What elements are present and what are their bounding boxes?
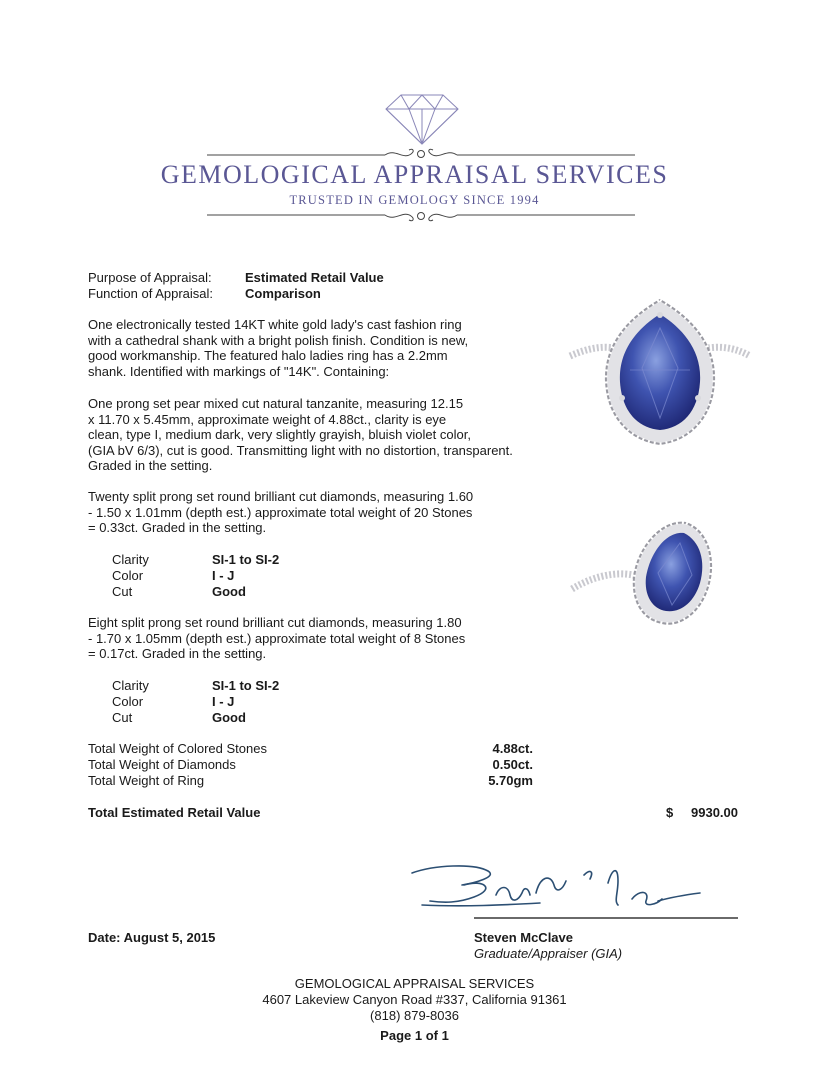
appraiser-signature [404, 855, 740, 925]
grade-value: I - J [212, 568, 235, 583]
currency-symbol: $ [666, 805, 674, 820]
total-value: 0.50ct. [492, 757, 533, 772]
grade-label: Color [112, 694, 144, 709]
grade-value: SI-1 to SI-2 [212, 552, 280, 567]
total-label: Total Weight of Colored Stones [88, 741, 267, 756]
diamonds-8-description: Eight split prong set round brilliant cut diamonds, measuring 1.80 - 1.70 x 1.05mm (depth est.) approximate total weight of 8 Stones = 0.17ct. Graded in the setting. [88, 615, 466, 662]
ring-description: One electronically tested 14KT white gold lady's cast fashion ring with a cathedral shank with a bright polish finish. Condition is new, good workmanship. The featured halo ladies ring has a 2.2mm shank. Identified with markings of "14K". Containing: [88, 317, 469, 379]
grade-value: SI-1 to SI-2 [212, 678, 280, 693]
total-label: Total Weight of Diamonds [88, 757, 236, 772]
company-logo-title: GEMOLOGICAL APPRAISAL SERVICES [160, 160, 669, 189]
diamond-logo-icon [383, 92, 461, 146]
ring-side-view-image [568, 515, 752, 635]
grade-value: Good [212, 584, 246, 599]
appraisal-date: Date: August 5, 2015 [88, 930, 216, 945]
appraiser-name: Steven McClave [474, 930, 573, 945]
footer-address: 4607 Lakeview Canyon Road #337, California 91361 [262, 992, 567, 1007]
footer-company: GEMOLOGICAL APPRAISAL SERVICES [294, 976, 535, 991]
footer-phone: (818) 879-8036 [370, 1008, 459, 1023]
ring-top-view-image [568, 298, 752, 448]
diamonds-20-description: Twenty split prong set round brilliant cut diamonds, measuring 1.60 - 1.50 x 1.01mm (depth est.) approximate total weight of 20 Stones = 0.33ct. Graded in the setting. [88, 489, 474, 536]
retail-value-amount: 9930.00 [691, 805, 738, 820]
grade-label: Clarity [112, 552, 149, 567]
company-tagline: TRUSTED IN GEMOLOGY SINCE 1994 [289, 193, 540, 207]
grade-value: Good [212, 710, 246, 725]
total-label: Total Weight of Ring [88, 773, 205, 788]
grade-label: Cut [112, 710, 133, 725]
grade-value: I - J [212, 694, 235, 709]
grade-label: Cut [112, 584, 133, 599]
grade-label: Color [112, 568, 144, 583]
appraiser-title: Graduate/Appraiser (GIA) [474, 946, 623, 961]
total-value: 4.88ct. [492, 741, 533, 756]
page-number: Page 1 of 1 [380, 1028, 449, 1043]
purpose-value: Estimated Retail Value [245, 270, 384, 285]
function-value: Comparison [245, 286, 321, 301]
retail-value-label: Total Estimated Retail Value [88, 805, 261, 820]
tanzanite-description: One prong set pear mixed cut natural tanzanite, measuring 12.15 x 11.70 x 5.45mm, approximate weight of 4.88ct., clarity is eye clean, type I, medium dark, very slightly grayish, bluish violet color, (GIA bV 6/3), cut is good. Transmitting light with no distortion, transparent. Graded in the setting. [88, 396, 513, 474]
grade-label: Clarity [112, 678, 149, 693]
function-label: Function of Appraisal: [88, 286, 214, 301]
bottom-ornament-divider [207, 208, 635, 224]
purpose-label: Purpose of Appraisal: [88, 270, 212, 285]
total-value: 5.70gm [488, 773, 533, 788]
